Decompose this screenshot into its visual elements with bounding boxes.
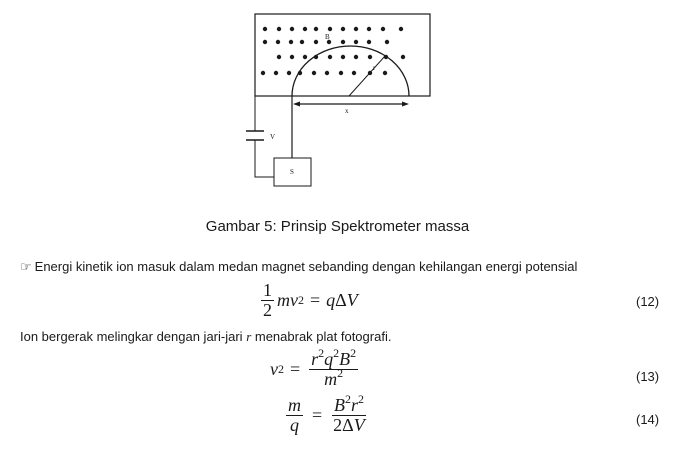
field-dot: [303, 27, 307, 31]
field-dot: [352, 71, 356, 75]
field-dot: [263, 40, 267, 44]
field-dot: [354, 27, 358, 31]
field-dot: [300, 40, 304, 44]
voltage-label: V: [270, 133, 276, 141]
field-dot: [354, 55, 358, 59]
fraction-half: $\frac{1}{2}$: [263, 280, 272, 320]
field-dot: [303, 55, 307, 59]
figure-caption: Gambar 5: Prinsip Spektrometer massa: [205, 218, 470, 235]
distance-label: x: [345, 107, 349, 115]
arrow-right-head: [402, 102, 409, 107]
source-label: S: [290, 168, 294, 176]
field-dot: [261, 71, 265, 75]
field-dot: [312, 71, 316, 75]
field-dot: [325, 71, 329, 75]
field-dot: [341, 55, 345, 59]
mass-spectrometer-diagram: [0, 0, 675, 200]
field-dot: [277, 55, 281, 59]
radius-label: r: [373, 64, 376, 72]
paragraph-kinetic-energy: [20, 259, 577, 275]
fraction-velocity: $\frac{r^2q^2B^2}{m^2}$: [311, 346, 357, 389]
ion-trajectory-arc: [292, 46, 409, 96]
magnetic-field-dots: [261, 27, 405, 75]
fraction-mass-charge: $\frac{m}{q}$: [288, 395, 301, 435]
field-dot: [314, 40, 318, 44]
field-dot: [314, 27, 318, 31]
field-dot: [368, 55, 372, 59]
field-dot: [263, 27, 267, 31]
paragraph-circular-motion: Ion bergerak melingkar dengan jari-jari r menabrak plat fotografi.: [20, 329, 392, 344]
field-dot: [289, 40, 293, 44]
field-dot: [399, 27, 403, 31]
equation-number-14: (14): [636, 412, 660, 427]
field-dot: [354, 40, 358, 44]
paragraph-text: Energi kinetik ion masuk dalam medan magnet sebanding dengan kehilangan energi potensial: [34, 259, 578, 274]
field-dot: [367, 40, 371, 44]
equation-14: $\frac{m}{q}$ = $\frac{B^2r^2}{2\Delta V}$: [288, 392, 365, 435]
arrow-left-head: [293, 102, 300, 107]
equation-13: v 2 = $\frac{r^2q^2B^2}{m^2}$: [270, 346, 357, 389]
fraction-b2r2: $\frac{B^2r^2}{2\Delta V}$: [333, 392, 365, 435]
field-label-b: B: [325, 33, 330, 41]
field-dot: [290, 27, 294, 31]
field-dot: [287, 71, 291, 75]
equation-number-12: (12): [636, 294, 660, 309]
field-dot: [341, 40, 345, 44]
pointing-hand-icon: ☞: [20, 260, 32, 275]
field-dot: [385, 40, 389, 44]
radius-line: [349, 56, 385, 96]
field-dot: [276, 40, 280, 44]
equation-12: $\frac{1}{2}$ mv 2 = q Δ V: [263, 280, 358, 320]
wire-bottom: [255, 140, 274, 177]
field-dot: [341, 27, 345, 31]
field-dot: [339, 71, 343, 75]
field-dot: [381, 27, 385, 31]
radius-variable: r: [246, 329, 252, 344]
mass-spectrometer-figure: [0, 0, 675, 200]
field-dot: [367, 27, 371, 31]
equation-number-13: (13): [636, 369, 660, 384]
field-dot: [328, 27, 332, 31]
field-dot: [401, 55, 405, 59]
field-dot: [290, 55, 294, 59]
field-dot: [277, 27, 281, 31]
field-dot: [328, 55, 332, 59]
field-dot: [383, 71, 387, 75]
field-dot: [274, 71, 278, 75]
